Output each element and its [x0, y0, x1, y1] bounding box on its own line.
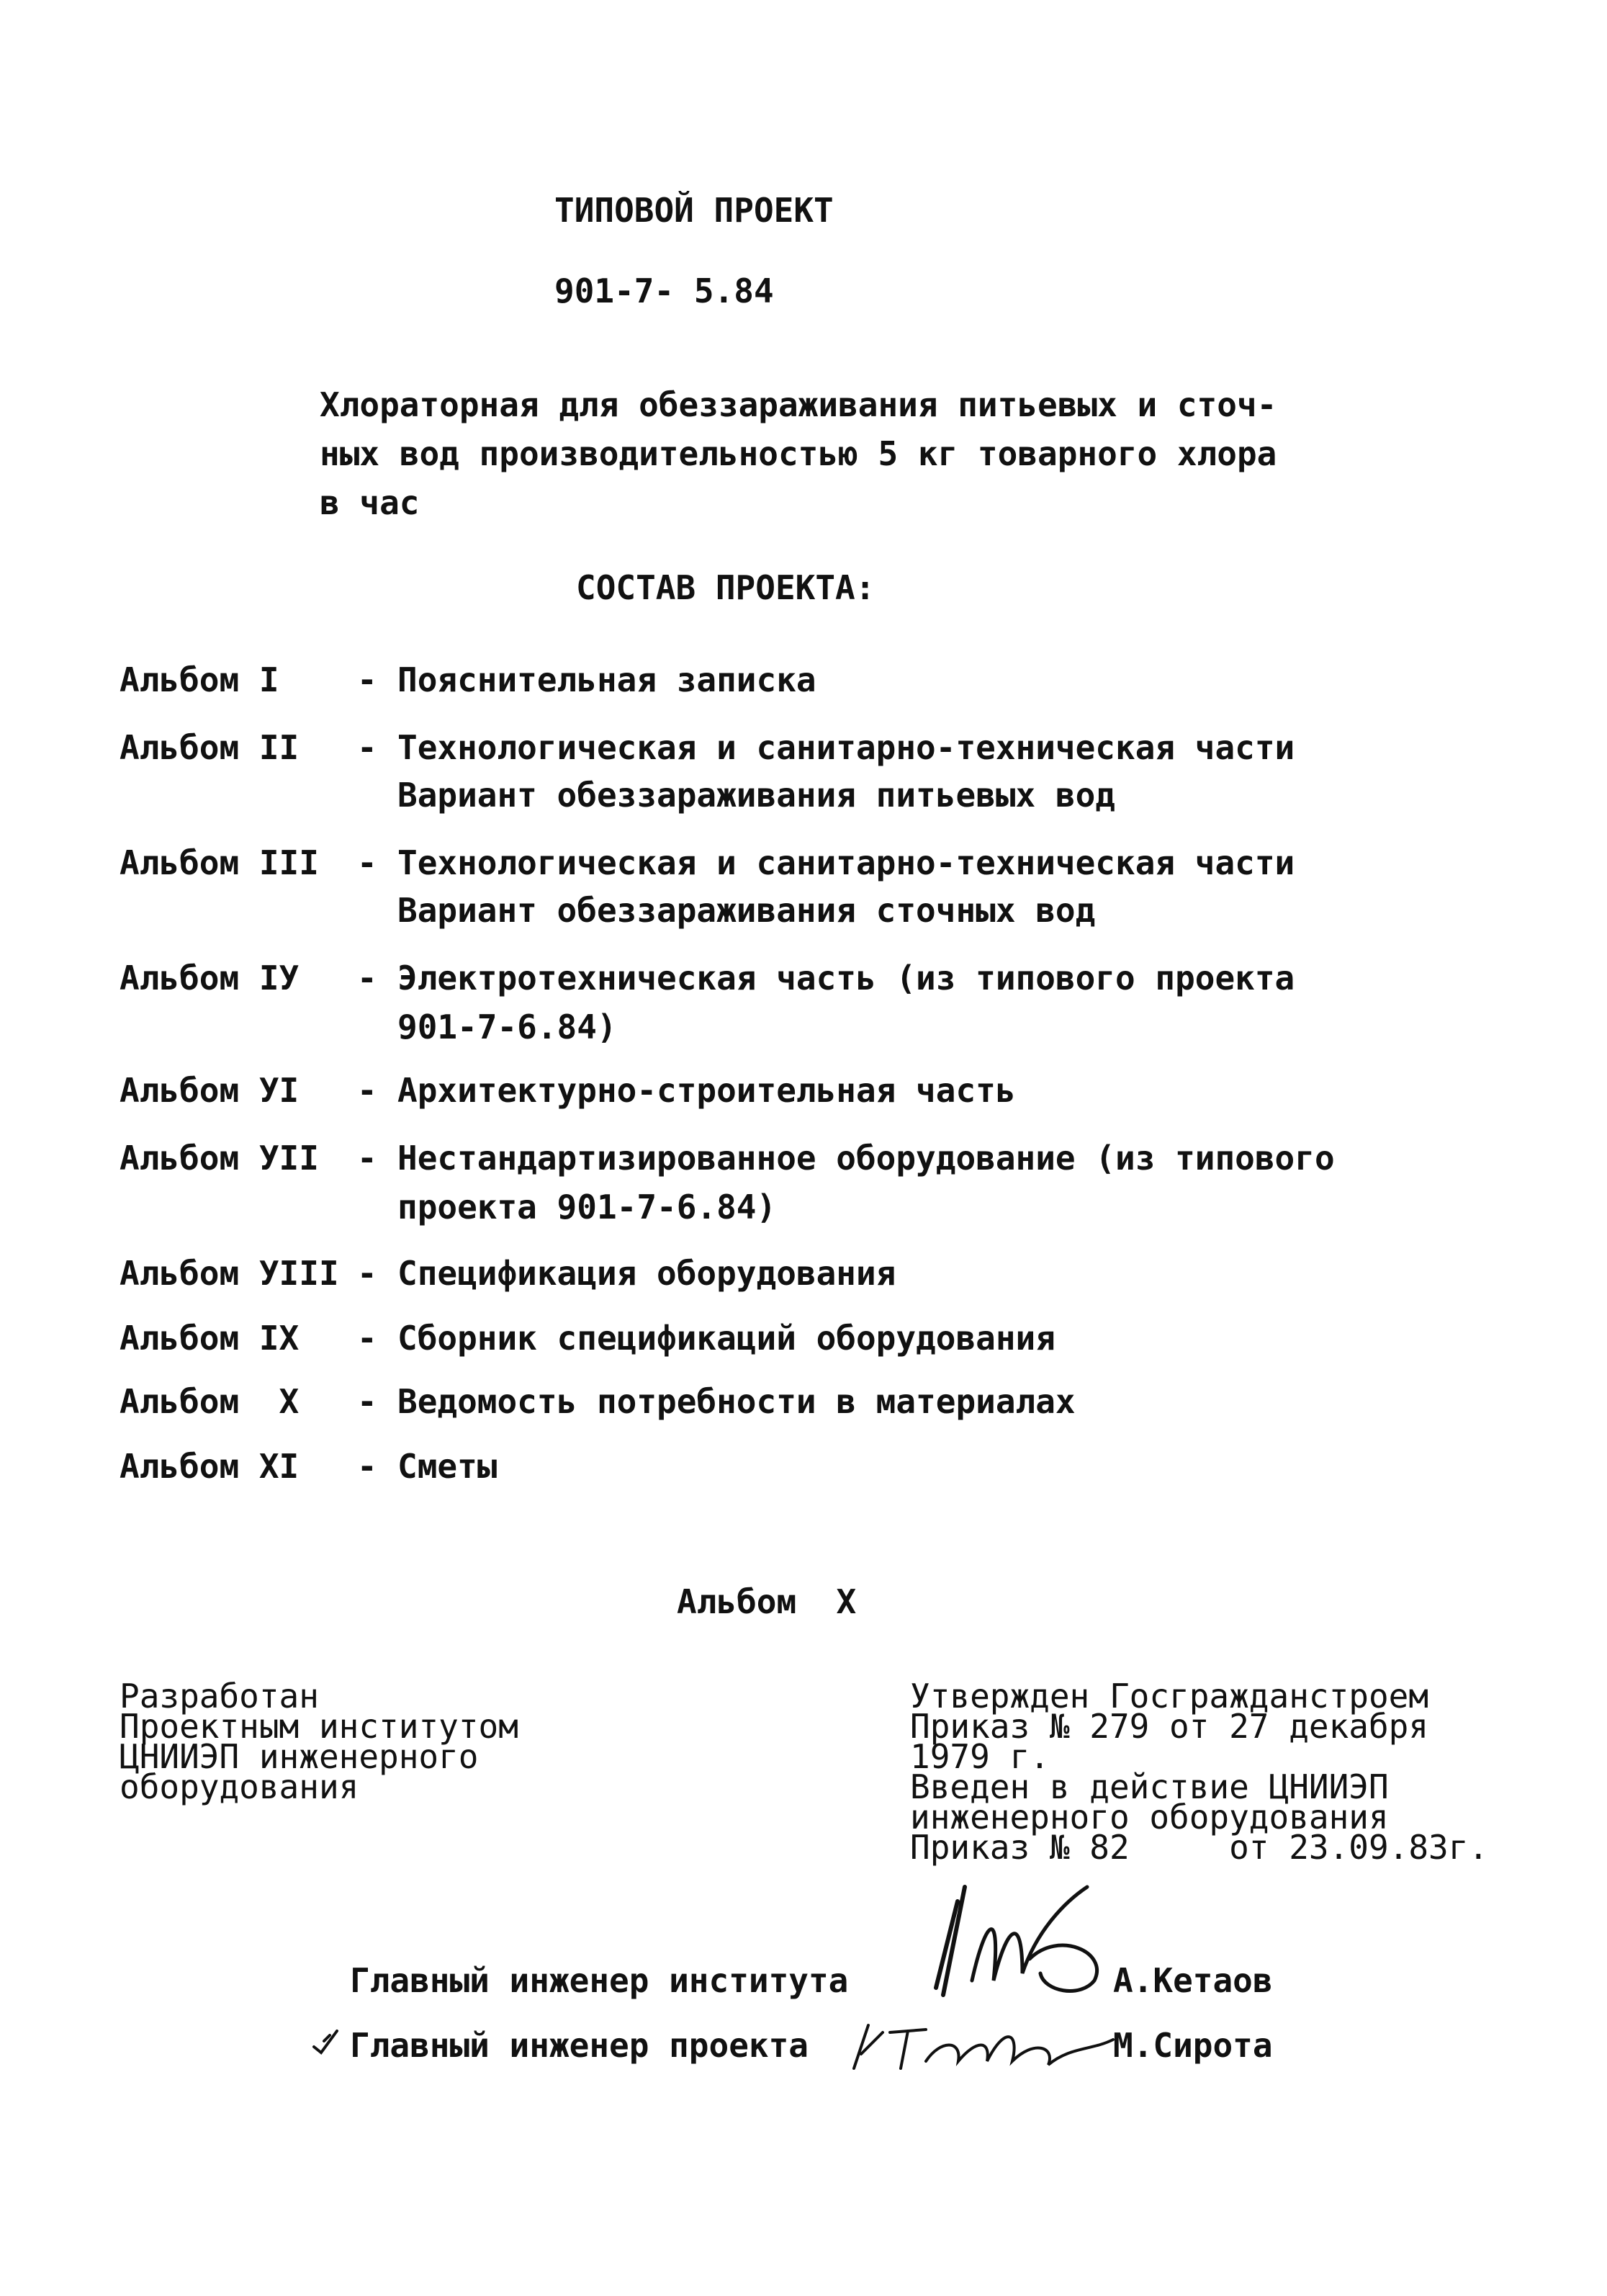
album-dash: -: [357, 959, 377, 997]
album-label: Альбом XI: [120, 1447, 300, 1486]
album-dash: -: [357, 1319, 377, 1358]
album-title: Архитектурно-строительная часть: [397, 1071, 1016, 1110]
current-album: Альбом X: [677, 1582, 857, 1621]
album-dash: -: [357, 1382, 377, 1421]
approval-line: инженерного оборудования: [910, 1798, 1389, 1837]
album-title: Ведомость потребности в материалах: [397, 1382, 1076, 1421]
album-dash: -: [357, 1447, 377, 1486]
album-title: Технологическая и санитарно-техническая части: [397, 728, 1295, 767]
composition-heading: СОСТАВ ПРОЕКТА:: [576, 568, 875, 607]
album-label: Альбом УIII: [120, 1254, 339, 1293]
album-title: Сметы: [397, 1447, 498, 1486]
signature-name: А.Кетаов: [1113, 1961, 1273, 2000]
album-label: Альбом III: [120, 843, 319, 882]
album-dash: -: [357, 660, 377, 699]
developed-by-line: оборудования: [120, 1767, 359, 1806]
album-title: Пояснительная записка: [397, 660, 816, 699]
album-title: проекта 901-7-6.84): [397, 1188, 777, 1227]
developed-by-line: Проектным институтом: [120, 1707, 518, 1746]
signature-name: М.Сирота: [1113, 2026, 1273, 2065]
description-line: ных вод производительностью 5 кг товарного хлора: [320, 434, 1277, 473]
approval-line: Приказ № 279 от 27 декабря: [910, 1707, 1429, 1746]
signature-role: Главный инженер института: [350, 1961, 849, 2000]
album-title: Вариант обеззараживания сточных вод: [397, 891, 1096, 930]
album-title: Технологическая и санитарно-техническая части: [397, 843, 1295, 882]
album-dash: -: [357, 1254, 377, 1293]
description-line: Хлораторная для обеззараживания питьевых и сточ-: [320, 385, 1277, 424]
album-dash: -: [357, 1139, 377, 1178]
developed-by-line: ЦНИИЭП инженерного: [120, 1737, 479, 1776]
album-title: 901-7-6.84): [397, 1008, 617, 1046]
album-label: Альбом I: [120, 660, 279, 699]
handwritten-signature-icon: [839, 2011, 1127, 2076]
approval-line: 1979 г.: [910, 1737, 1050, 1776]
album-dash: -: [357, 843, 377, 882]
approval-line: Утвержден Госгражданстроем: [910, 1677, 1429, 1716]
album-title: Вариант обеззараживания питьевых вод: [397, 776, 1115, 815]
handwritten-signature-icon: [914, 1873, 1130, 2002]
description-line: в час: [320, 483, 420, 522]
developed-by-line: Разработан: [120, 1677, 319, 1716]
signature-role: Главный инженер проекта: [350, 2026, 809, 2065]
album-dash: -: [357, 1071, 377, 1110]
album-title: Электротехническая часть (из типового проекта: [397, 959, 1295, 997]
album-dash: -: [357, 728, 377, 767]
document-title: ТИПОВОЙ ПРОЕКТ: [554, 191, 834, 230]
project-number: 901-7- 5.84: [554, 272, 774, 310]
album-label: Альбом II: [120, 728, 300, 767]
album-title: Сборник спецификаций оборудования: [397, 1319, 1055, 1358]
album-label: Альбом IX: [120, 1319, 300, 1358]
check-mark-icon: [310, 2025, 341, 2057]
approval-line: Приказ № 82 от 23.09.83г.: [910, 1828, 1489, 1867]
album-title: Спецификация оборудования: [397, 1254, 896, 1293]
album-label: Альбом УII: [120, 1139, 319, 1178]
album-title: Нестандартизированное оборудование (из типового: [397, 1139, 1335, 1178]
album-label: Альбом УI: [120, 1071, 300, 1110]
approval-line: Введен в действие ЦНИИЭП: [910, 1767, 1389, 1806]
album-label: Альбом IУ: [120, 959, 300, 997]
album-label: Альбом X: [120, 1382, 300, 1421]
